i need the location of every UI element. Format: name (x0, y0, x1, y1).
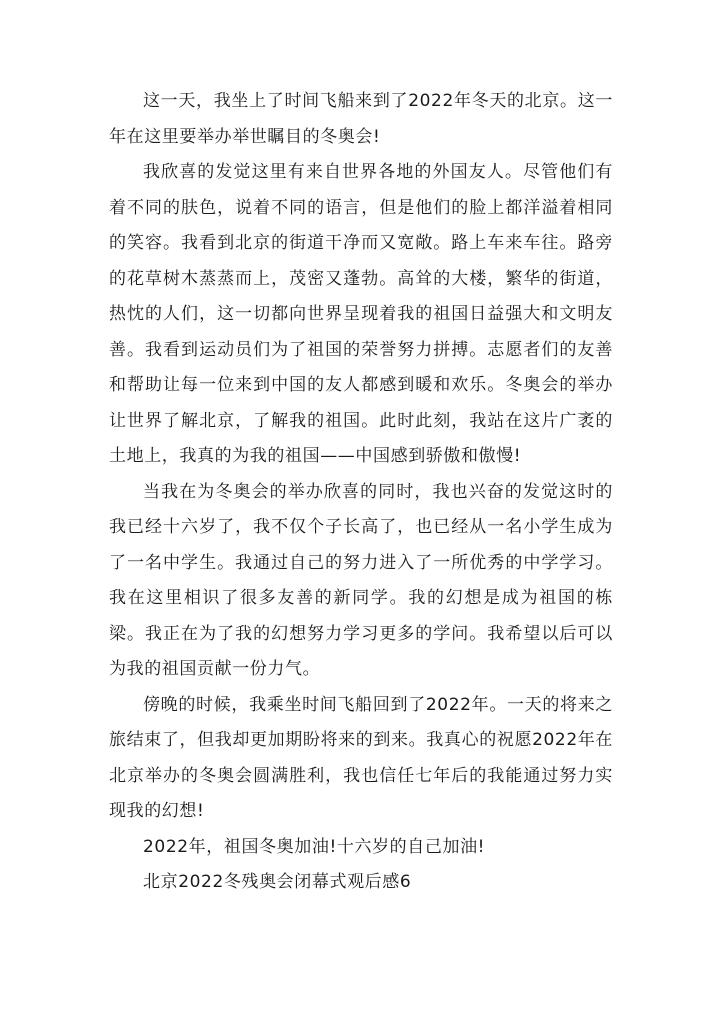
paragraph: 傍晚的时候，我乘坐时间飞船回到了2022年。一天的将来之旅结束了，但我却更加期盼将来的到来。我真心的祝愿2022年在北京举办的冬奥会圆满胜利，我也信任七年后的我能通过努力实现我的幻想! (109, 694, 613, 821)
paragraph: 这一天，我坐上了时间飞船来到了2022年冬天的北京。这一年在这里要举办举世瞩目的冬奥会! (109, 91, 613, 147)
paragraph: 当我在为冬奥会的举办欣喜的同时，我也兴奋的发觉这时的我已经十六岁了，我不仅个子长高了，也已经从一名小学生成为了一名中学生。我通过自己的努力进入了一所优秀的中学学习。我在这里相识了很多友善的新同学。我的幻想是成为祖国的栋梁。我正在为了我的幻想努力学习更多的学问。我希望以后可以为我的祖国贡献一份力气。 (109, 481, 613, 679)
paragraph: 我欣喜的发觉这里有来自世界各地的外国友人。尽管他们有着不同的肤色，说着不同的语言，但是他们的脸上都洋溢着相同的笑容。我看到北京的街道干净而又宽敞。路上车来车往。路旁的花草树木蒸蒸而上，茂密又蓬勃。高耸的大楼，繁华的街道，热忱的人们，这一切都向世界呈现着我的祖国日益强大和文明友善。我看到运动员们为了祖国的荣誉努力拼搏。志愿者们的友善和帮助让每一位来到中国的友人都感到暖和欢乐。冬奥会的举办让世界了解北京，了解我的祖国。此时此刻，我站在这片广袤的土地上，我真的为我的祖国——中国感到骄傲和傲慢! (109, 162, 613, 466)
paragraph: 2022年，祖国冬奥加油!十六岁的自己加油! (143, 836, 486, 857)
document-body (109, 84, 613, 901)
section-heading: 北京2022冬残奥会闭幕式观后感6 (143, 872, 412, 892)
